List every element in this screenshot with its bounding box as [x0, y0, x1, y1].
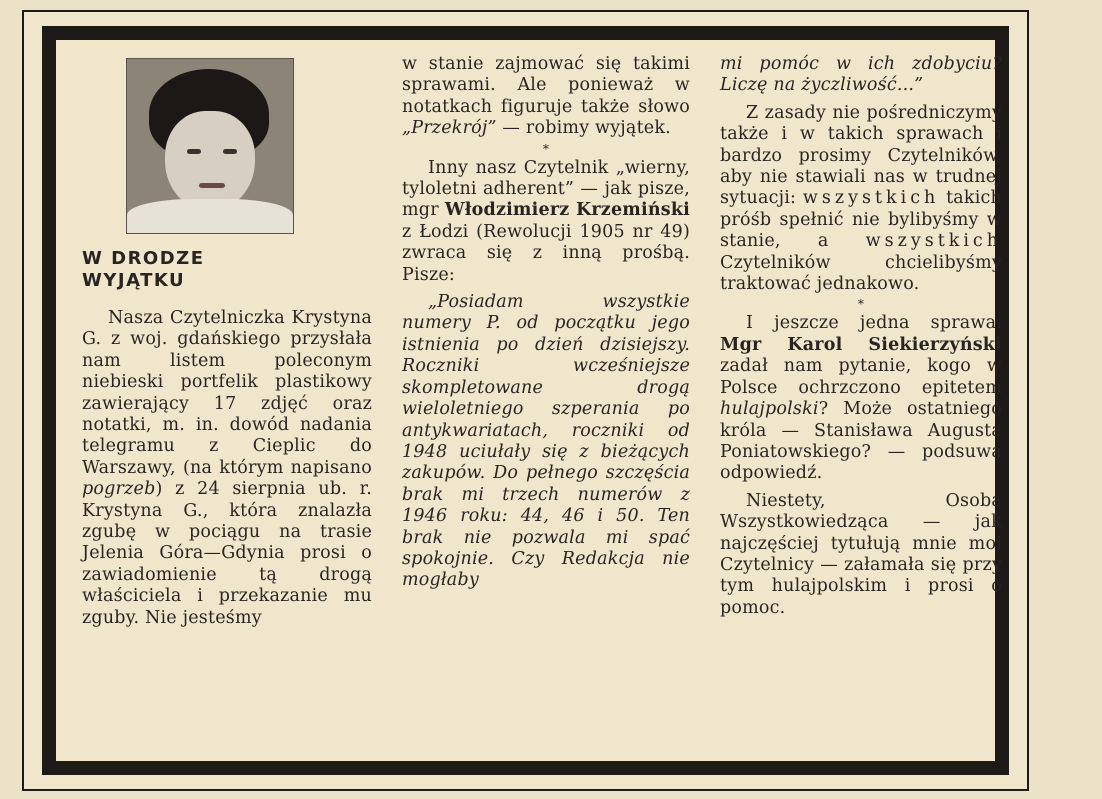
column-1: [82, 58, 372, 629]
paragraph: Niestety, Osoba Wszystkowiedząca — jak najczęściej tytułują mnie moi Czytelnicy — załamała się przy tym hulajpolskim i prosi o pomoc.: [720, 490, 1002, 618]
article-heading: W DRODZE WYJĄTKU: [82, 248, 205, 291]
section-separator: *: [542, 141, 550, 156]
paragraph: I jeszcze jedna sprawa. Mgr Karol Siekierzyński zadał nam pytanie, kogo w Polsce ochrzczono epitetem hulajpolski? Może ostatniego króla — Stanisława Augusta Poniatowskiego? — podsuwa odpowiedź.: [720, 313, 1002, 484]
paragraph: Inny nasz Czytelnik „wierny, tyloletni adherent” — jak pisze, mgr Włodzimierz Krzemiński z Łodzi (Rewolucji 1905 nr 49) zwraca się z inną prośbą. Pisze:: [402, 157, 690, 285]
paragraph: Nasza Czytelniczka Krystyna G. z woj. gdańskiego przysłała nam listem poleconym niebieski portfelik plastikowy zawierający 17 zdjęć oraz notatki, m. in. dowód nadania telegramu z Cieplic do Warszawy, (na którym napisano pogrzeb) z 24 sierpnia ub. r. Krystyna G., która znalazła zgubę w pociągu na trasie Jelenia Góra—Gdynia prosi o zawiadomienie tą drogą właściciela i przekazanie mu zguby. Nie jesteśmy: [82, 308, 372, 628]
article-box: [42, 26, 1009, 775]
section-separator: *: [857, 297, 865, 312]
paragraph: w stanie zajmować się takimi sprawami. Ale ponieważ w notatkach figuruje także słowo „Przekrój” — robimy wyjątek.: [402, 54, 690, 139]
column-2: [402, 54, 690, 592]
outer-frame: [22, 10, 1029, 791]
column-3: [720, 54, 1002, 619]
portrait-photo: [126, 58, 294, 234]
quoted-letter-end: mi pomóc w ich zdobyciu? Liczę na życzliwość...”: [720, 54, 1002, 96]
quoted-letter: „Posiadam wszystkie numery P. od początku jego istnienia po dzień dzisiejszy. Roczniki wcześniejsze skompletowane drogą wieloletniego szperania po antykwariatach, roczniki od 1948 uciułały się z bieżących zakupów. Do pełnego szczęścia brak mi trzech numerów z 1946 roku: 44, 46 i 50. Ten brak nie pozwala mi spać spokojnie. Czy Redakcja nie mogłaby: [402, 292, 690, 591]
paragraph: Z zasady nie pośredniczymy także i w takich sprawach i bardzo prosimy Czytelników, aby nie stawiali nas w trudnej sytuacji: wszystkich takich próśb spełnić nie bylibyśmy w stanie, a wszystkich Czytelników chcielibyśmy traktować jednakowo.: [720, 102, 1003, 295]
